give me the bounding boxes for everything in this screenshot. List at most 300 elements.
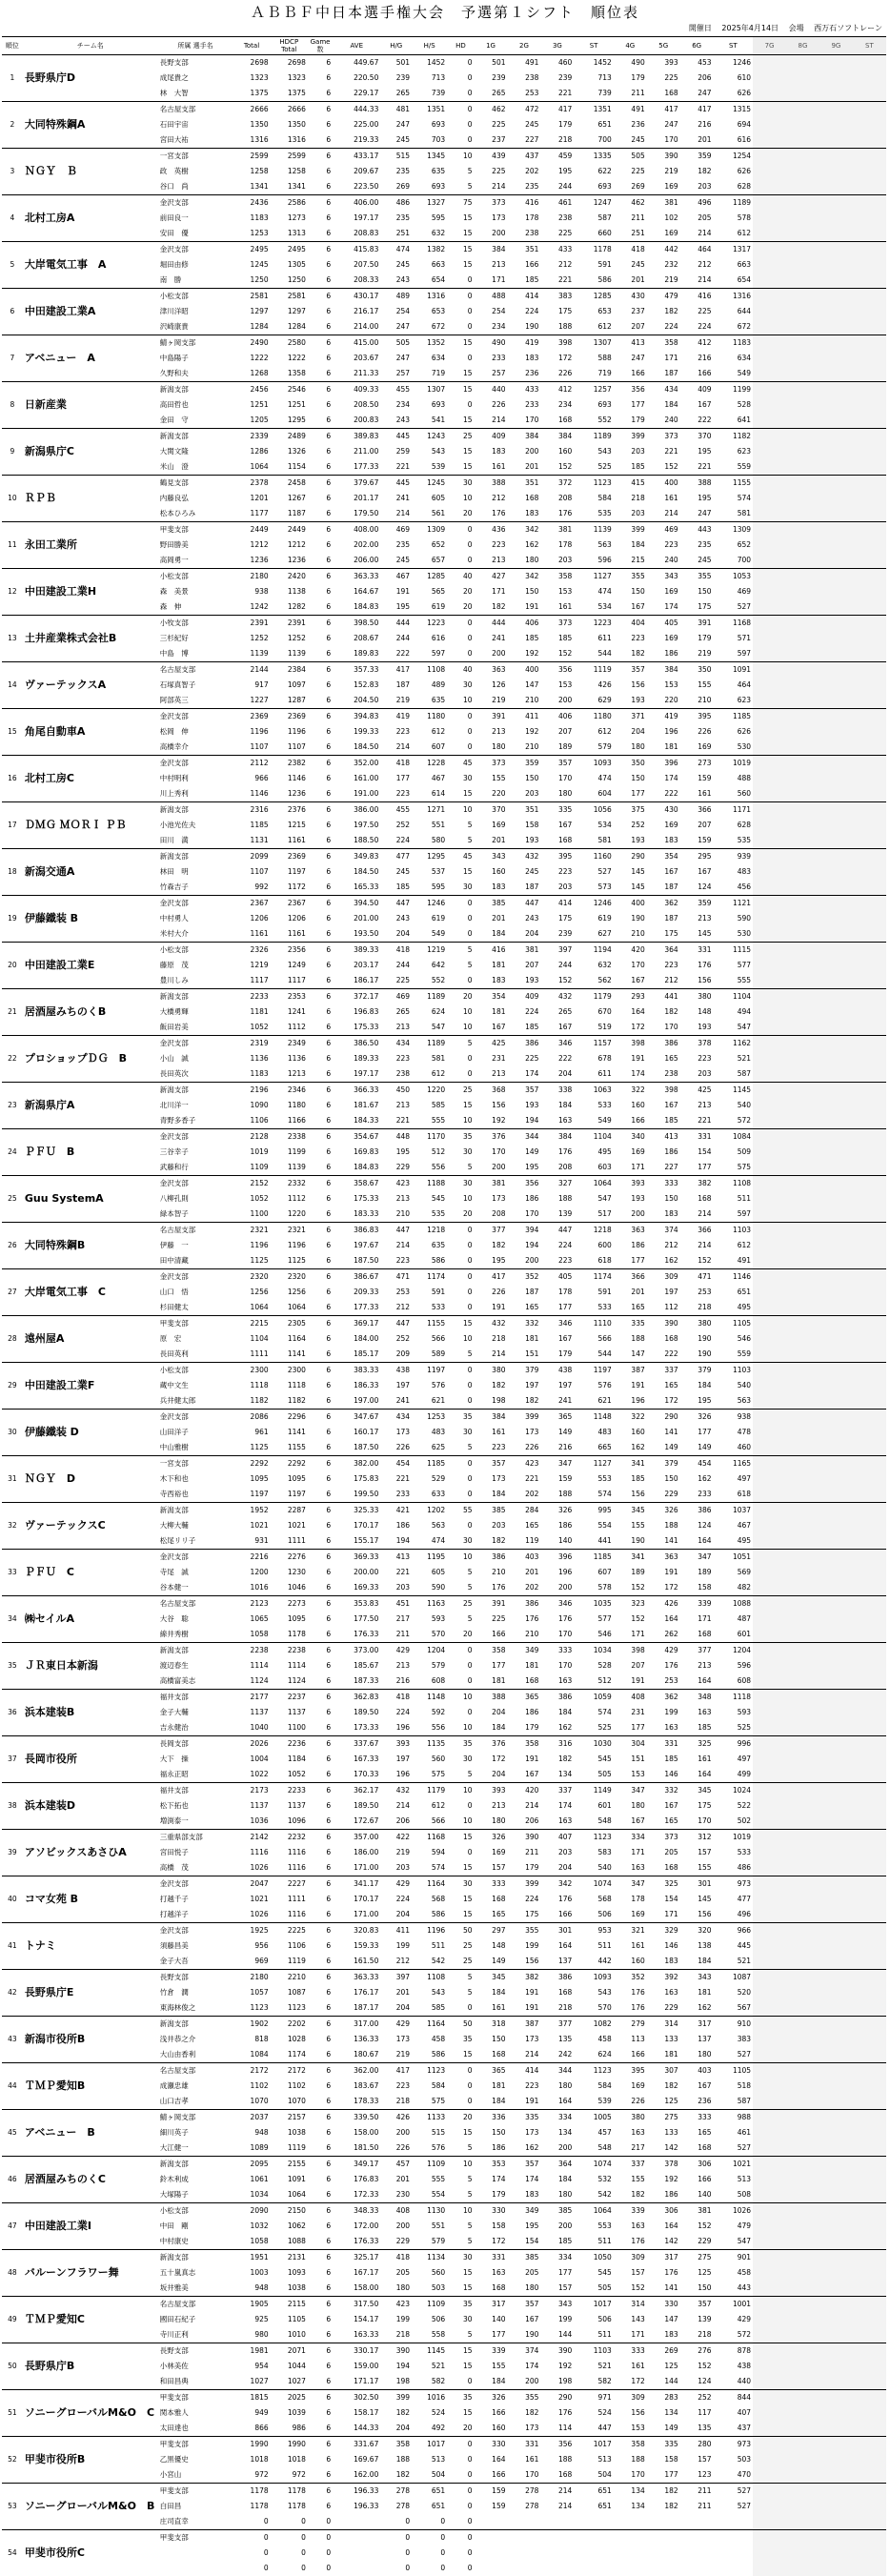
- score-cell: 169.83: [333, 1145, 380, 1160]
- score-cell: 0: [233, 2561, 270, 2576]
- score-cell: 1196: [412, 1923, 447, 1939]
- score-cell: 5: [447, 1440, 474, 1456]
- score-cell: 528: [574, 1658, 613, 1673]
- score-cell: 548: [574, 2140, 613, 2157]
- empty-score-cell: [753, 1690, 786, 1706]
- empty-score-cell: [753, 351, 786, 366]
- empty-score-cell: [753, 2234, 786, 2250]
- score-cell: 0: [233, 2546, 270, 2561]
- score-cell: 0: [380, 2561, 412, 2576]
- score-cell: 200.83: [333, 413, 380, 429]
- score-cell: 152: [540, 459, 574, 476]
- score-cell: 1131: [233, 833, 270, 849]
- score-cell: 193: [508, 833, 541, 849]
- score-cell: 191: [508, 2094, 541, 2110]
- score-cell: 384: [475, 1410, 508, 1426]
- score-cell: 627: [574, 926, 613, 943]
- score-cell: 584: [412, 2079, 447, 2094]
- score-cell: 6: [308, 351, 333, 366]
- score-cell: 579: [412, 2234, 447, 2250]
- empty-score-cell: [819, 102, 853, 118]
- score-cell: 539: [412, 459, 447, 476]
- score-cell: 317: [647, 2250, 680, 2266]
- player-name: 金子大輔: [158, 1705, 233, 1720]
- player-name: 森 伸: [158, 599, 233, 616]
- score-cell: 591: [574, 1285, 613, 1300]
- branch-name: 金沢支部: [158, 709, 233, 725]
- score-cell: 450: [380, 1083, 412, 1099]
- header-cell: 5G: [647, 37, 680, 55]
- empty-score-cell: [853, 2437, 886, 2453]
- score-cell: 0: [447, 1238, 474, 1253]
- score-cell: 586: [412, 1253, 447, 1269]
- score-cell: 5: [447, 833, 474, 849]
- score-cell: 628: [714, 179, 753, 195]
- score-cell: 377: [475, 1223, 508, 1239]
- score-cell: 184: [680, 1378, 714, 1393]
- score-cell: 619: [412, 911, 447, 926]
- score-cell: 15: [447, 413, 474, 429]
- score-cell: 279: [614, 2017, 647, 2033]
- score-cell: 2099: [233, 849, 270, 865]
- empty-score-cell: [786, 1269, 819, 1286]
- score-cell: 177: [540, 2265, 574, 2281]
- empty-score-cell: [753, 1970, 786, 1986]
- score-cell: 1350: [233, 117, 270, 132]
- score-cell: 1022: [233, 1767, 270, 1783]
- score-cell: 200: [508, 2374, 541, 2390]
- empty-score-cell: [786, 662, 819, 679]
- empty-score-cell: [819, 989, 853, 1005]
- empty-score-cell: [819, 1503, 853, 1519]
- score-cell: 163: [614, 2125, 647, 2140]
- empty-score-cell: [819, 2000, 853, 2017]
- empty-score-cell: [786, 880, 819, 896]
- score-cell: 226: [380, 1440, 412, 1456]
- score-cell: 203: [508, 786, 541, 802]
- score-cell: 161: [614, 1938, 647, 1954]
- empty-score-cell: [819, 616, 853, 632]
- score-cell: 167: [680, 2079, 714, 2094]
- score-cell: 150: [614, 771, 647, 786]
- branch-name: 福井支部: [158, 1783, 233, 1799]
- score-cell: 195: [380, 1145, 412, 1160]
- empty-score-cell: [853, 631, 886, 646]
- score-cell: 1341: [233, 179, 270, 195]
- score-cell: 513: [412, 2452, 447, 2467]
- score-cell: 183: [475, 880, 508, 896]
- score-cell: 1095: [233, 1471, 270, 1487]
- score-cell: 167: [508, 1767, 541, 1783]
- score-cell: 540: [714, 1098, 753, 1113]
- score-cell: 407: [540, 1830, 574, 1846]
- score-cell: 363: [475, 662, 508, 679]
- empty-score-cell: [753, 1253, 786, 1269]
- empty-score-cell: [853, 211, 886, 226]
- score-cell: 178: [508, 211, 541, 226]
- score-cell: 141: [647, 1533, 680, 1550]
- table-row: [2, 1830, 886, 1846]
- score-cell: 186: [508, 1705, 541, 1720]
- empty-score-cell: [819, 1378, 853, 1393]
- empty-score-cell: [853, 1363, 886, 1379]
- empty-score-cell: [786, 335, 819, 352]
- score-cell: 1247: [574, 195, 613, 212]
- score-cell: 447: [540, 1223, 574, 1239]
- score-cell: 381: [680, 2203, 714, 2220]
- score-cell: 162: [680, 2000, 714, 2017]
- player-name: 北川洋一: [158, 1098, 233, 1113]
- score-cell: 415.00: [333, 335, 380, 352]
- empty-score-cell: [819, 756, 853, 772]
- score-cell: 151: [614, 1752, 647, 1767]
- score-cell: 1223: [574, 616, 613, 632]
- header-cell: AVE: [333, 37, 380, 55]
- score-cell: 221: [680, 1113, 714, 1129]
- empty-score-cell: [753, 2390, 786, 2406]
- score-cell: 1109: [412, 2157, 447, 2173]
- player-name: 乙黒優史: [158, 2452, 233, 2467]
- score-cell: [647, 2546, 680, 2561]
- score-cell: 0: [447, 1845, 474, 1860]
- empty-score-cell: [853, 1347, 886, 1363]
- score-cell: 585: [412, 2000, 447, 2017]
- score-cell: 170: [540, 1658, 574, 1673]
- score-cell: 174: [475, 2172, 508, 2187]
- score-cell: 438: [714, 2359, 753, 2374]
- score-cell: 141: [647, 2281, 680, 2297]
- score-cell: 200: [475, 226, 508, 242]
- player-name: 高田哲也: [158, 397, 233, 413]
- score-cell: 6: [308, 802, 333, 819]
- score-cell: 206: [680, 71, 714, 86]
- score-cell: 1044: [271, 2359, 308, 2374]
- score-cell: 163: [680, 1705, 714, 1720]
- score-cell: 2580: [271, 335, 308, 352]
- score-cell: 358.67: [333, 1176, 380, 1192]
- score-cell: 156: [680, 1907, 714, 1923]
- score-cell: 164: [540, 1938, 574, 1954]
- score-cell: 124: [680, 2374, 714, 2390]
- score-cell: 236: [508, 366, 541, 382]
- empty-score-cell: [753, 1331, 786, 1347]
- score-cell: 169: [614, 2079, 647, 2094]
- empty-score-cell: [819, 958, 853, 973]
- score-cell: 169: [475, 818, 508, 833]
- branch-name: 名古屋支部: [158, 2297, 233, 2313]
- score-cell: 1088: [714, 1596, 753, 1613]
- score-cell: 548: [574, 1814, 613, 1830]
- score-cell: 184: [540, 2172, 574, 2187]
- empty-score-cell: [786, 1970, 819, 1986]
- score-cell: 15: [447, 459, 474, 476]
- empty-score-cell: [853, 616, 886, 632]
- score-cell: 575: [412, 2094, 447, 2110]
- score-cell: 527: [574, 864, 613, 880]
- score-cell: 331: [647, 1736, 680, 1753]
- score-cell: 1064: [233, 1300, 270, 1316]
- empty-score-cell: [753, 2530, 786, 2546]
- score-cell: 176: [475, 1580, 508, 1596]
- empty-score-cell: [819, 880, 853, 896]
- empty-score-cell: [786, 2374, 819, 2390]
- score-cell: 157: [475, 1860, 508, 1876]
- player-name: 長田英利: [158, 1347, 233, 1363]
- score-cell: 30: [447, 1176, 474, 1192]
- score-cell: [680, 2561, 714, 2576]
- score-cell: 575: [412, 1767, 447, 1783]
- score-cell: 177.50: [333, 1612, 380, 1627]
- empty-score-cell: [753, 1145, 786, 1160]
- empty-score-cell: [819, 1860, 853, 1876]
- team-rank: 39: [2, 1830, 23, 1876]
- score-cell: 179: [508, 1720, 541, 1736]
- score-cell: 196.33: [333, 2499, 380, 2514]
- empty-score-cell: [853, 1892, 886, 1907]
- empty-score-cell: [819, 1253, 853, 1269]
- score-cell: 587: [714, 2094, 753, 2110]
- score-cell: 197.17: [333, 1066, 380, 1083]
- score-cell: 427: [475, 569, 508, 585]
- score-cell: 233: [475, 351, 508, 366]
- score-cell: 152: [614, 1580, 647, 1596]
- empty-score-cell: [753, 2079, 786, 2094]
- score-cell: 214: [475, 413, 508, 429]
- score-cell: 2150: [271, 2203, 308, 2220]
- score-cell: 2180: [233, 569, 270, 585]
- score-cell: 339: [475, 2343, 508, 2360]
- empty-score-cell: [853, 1860, 886, 1876]
- score-cell: 1040: [233, 1720, 270, 1736]
- score-cell: 6: [308, 646, 333, 662]
- score-cell: 2296: [271, 1410, 308, 1426]
- empty-score-cell: [753, 2452, 786, 2467]
- empty-score-cell: [819, 382, 853, 398]
- score-cell: 149: [680, 1440, 714, 1456]
- team-rank: 10: [2, 476, 23, 522]
- score-cell: 176: [540, 1892, 574, 1907]
- score-cell: 0: [447, 2437, 474, 2453]
- score-cell: 535: [714, 833, 753, 849]
- score-cell: 0: [447, 1285, 474, 1300]
- score-cell: 1194: [574, 943, 613, 959]
- score-cell: 182: [647, 304, 680, 319]
- score-cell: 399: [508, 1876, 541, 1893]
- score-cell: 358: [647, 335, 680, 352]
- player-name: 山口 悟: [158, 1285, 233, 1300]
- score-cell: 184: [614, 538, 647, 553]
- score-cell: 219: [380, 1845, 412, 1860]
- team-rank: 22: [2, 1036, 23, 1083]
- score-cell: 495: [714, 1533, 753, 1550]
- score-cell: 10: [447, 1550, 474, 1566]
- empty-score-cell: [853, 864, 886, 880]
- score-cell: 407: [714, 2405, 753, 2421]
- score-cell: 6: [308, 491, 333, 506]
- score-cell: 182: [614, 646, 647, 662]
- score-cell: 15: [447, 2047, 474, 2063]
- score-cell: 301: [540, 1923, 574, 1939]
- score-cell: [475, 2546, 508, 2561]
- score-cell: 219: [380, 2047, 412, 2063]
- score-cell: 494: [714, 1004, 753, 1020]
- score-cell: 165: [508, 1518, 541, 1533]
- score-cell: 125: [647, 2359, 680, 2374]
- branch-name: 金沢支部: [158, 1269, 233, 1286]
- empty-score-cell: [853, 1565, 886, 1580]
- empty-score-cell: [753, 2094, 786, 2110]
- score-cell: 257: [475, 366, 508, 382]
- empty-score-cell: [819, 2327, 853, 2343]
- score-cell: 1146: [233, 786, 270, 802]
- branch-name: 甲斐支部: [158, 2390, 233, 2406]
- score-cell: 6: [308, 2063, 333, 2079]
- score-cell: 651: [574, 117, 613, 132]
- score-cell: [508, 2514, 541, 2530]
- team-name: 居酒屋みちのくC: [23, 2157, 158, 2203]
- score-cell: 330: [475, 2437, 508, 2453]
- score-cell: 1178: [233, 2484, 270, 2500]
- score-cell: 30: [447, 1752, 474, 1767]
- score-cell: 181: [475, 1004, 508, 1020]
- score-cell: 354: [475, 989, 508, 1005]
- empty-score-cell: [786, 2343, 819, 2360]
- team-name: 甲斐市役所C: [23, 2530, 158, 2576]
- score-cell: 2233: [271, 1783, 308, 1799]
- score-cell: 15: [447, 2125, 474, 2140]
- header-cell: ST: [853, 37, 886, 55]
- score-cell: 232: [647, 257, 680, 273]
- player-name: 杉田健太: [158, 1300, 233, 1316]
- score-cell: 157: [614, 2265, 647, 2281]
- empty-score-cell: [753, 1456, 786, 1472]
- branch-name: 小松支部: [158, 943, 233, 959]
- score-cell: 553: [574, 1471, 613, 1487]
- score-cell: 362.00: [333, 2063, 380, 2079]
- empty-score-cell: [819, 242, 853, 258]
- score-cell: 693: [574, 179, 613, 195]
- score-cell: 2378: [233, 476, 270, 492]
- empty-score-cell: [753, 1923, 786, 1939]
- score-cell: 75: [447, 195, 474, 212]
- score-cell: 1189: [714, 195, 753, 212]
- empty-score-cell: [786, 2390, 819, 2406]
- score-cell: 1004: [233, 1752, 270, 1767]
- score-cell: 234: [475, 319, 508, 335]
- score-cell: 6: [308, 1004, 333, 1020]
- score-cell: 176: [680, 958, 714, 973]
- score-cell: 334: [540, 2110, 574, 2126]
- score-cell: 181: [508, 1331, 541, 1347]
- score-cell: 202: [508, 164, 541, 179]
- branch-name: 長岡支部: [158, 1736, 233, 1753]
- score-cell: 174: [647, 771, 680, 786]
- score-cell: 866: [233, 2421, 270, 2437]
- player-name: 松下拓也: [158, 1798, 233, 1814]
- score-cell: 223.50: [333, 179, 380, 195]
- empty-score-cell: [819, 2390, 853, 2406]
- score-cell: 214: [647, 506, 680, 522]
- empty-score-cell: [819, 2514, 853, 2530]
- score-cell: 1452: [412, 55, 447, 71]
- team-rank: 9: [2, 429, 23, 476]
- score-cell: 6: [308, 1363, 333, 1379]
- empty-score-cell: [786, 2421, 819, 2437]
- score-cell: 15: [447, 1830, 474, 1846]
- score-cell: 1112: [271, 1191, 308, 1207]
- score-cell: 241: [540, 1393, 574, 1410]
- score-cell: 193: [614, 693, 647, 709]
- empty-score-cell: [853, 1518, 886, 1533]
- score-cell: 364: [647, 943, 680, 959]
- header-cell: 1G: [475, 37, 508, 55]
- score-cell: 663: [714, 257, 753, 273]
- score-cell: 503: [412, 2281, 447, 2297]
- score-cell: 219: [647, 164, 680, 179]
- score-cell: 533: [574, 1098, 613, 1113]
- score-cell: 1084: [714, 1129, 753, 1146]
- score-cell: 2047: [233, 1876, 270, 1893]
- branch-name: 名古屋支部: [158, 1596, 233, 1613]
- empty-score-cell: [853, 958, 886, 973]
- empty-score-cell: [853, 522, 886, 538]
- score-cell: 207.50: [333, 257, 380, 273]
- empty-score-cell: [819, 132, 853, 149]
- score-cell: 220.50: [333, 71, 380, 86]
- score-cell: 134: [540, 1767, 574, 1783]
- score-cell: 0: [447, 102, 474, 118]
- score-cell: 421: [380, 1503, 412, 1519]
- score-cell: 225: [680, 304, 714, 319]
- score-cell: 176: [614, 1985, 647, 2000]
- player-name: 藤原 茂: [158, 958, 233, 973]
- score-cell: 203: [614, 506, 647, 522]
- empty-score-cell: [819, 1098, 853, 1113]
- score-cell: 610: [714, 71, 753, 86]
- score-cell: 1104: [233, 1331, 270, 1347]
- score-cell: 1168: [714, 616, 753, 632]
- score-cell: 966: [233, 771, 270, 786]
- empty-score-cell: [853, 2421, 886, 2437]
- score-cell: 207: [680, 818, 714, 833]
- score-cell: 239: [540, 71, 574, 86]
- score-cell: 225: [475, 1612, 508, 1627]
- score-cell: 169: [614, 1907, 647, 1923]
- score-cell: 161: [647, 491, 680, 506]
- empty-score-cell: [786, 1191, 819, 1207]
- score-cell: 6: [308, 1783, 333, 1799]
- score-cell: 134: [614, 2484, 647, 2500]
- score-cell: 488: [475, 289, 508, 305]
- score-cell: 152: [647, 459, 680, 476]
- score-cell: 1323: [271, 71, 308, 86]
- empty-score-cell: [786, 2047, 819, 2063]
- score-cell: 633: [412, 1487, 447, 1503]
- score-cell: 6: [308, 1331, 333, 1347]
- score-cell: 623: [714, 444, 753, 459]
- score-cell: 346: [540, 1596, 574, 1613]
- empty-score-cell: [786, 1285, 819, 1300]
- score-cell: 213: [380, 1191, 412, 1207]
- score-cell: 167.17: [333, 2265, 380, 2281]
- score-cell: 1252: [271, 631, 308, 646]
- score-cell: 265: [380, 86, 412, 102]
- score-cell: 195: [380, 599, 412, 616]
- score-cell: 177: [614, 1253, 647, 1269]
- empty-score-cell: [853, 1954, 886, 1970]
- score-cell: 6: [308, 1347, 333, 1363]
- table-row: [2, 1410, 886, 1426]
